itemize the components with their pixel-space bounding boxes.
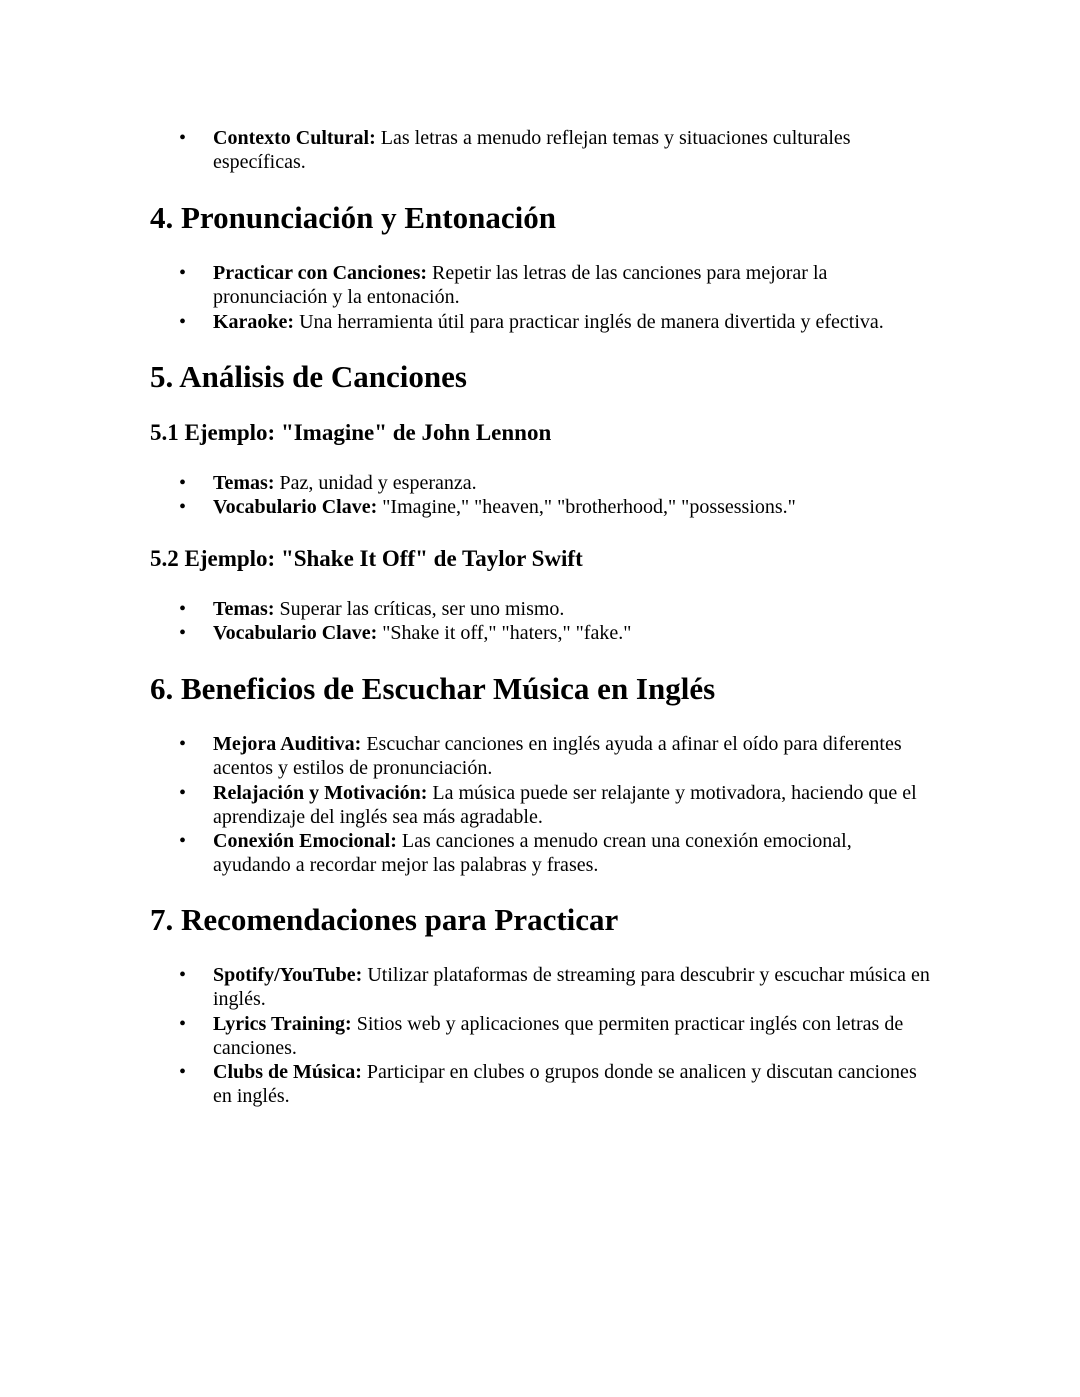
section-7-list	[0, 963, 1080, 1109]
section-7-heading: 7. Recomendaciones para Practicar	[150, 902, 619, 937]
bullet-icon: •	[179, 262, 187, 284]
list-item-text: Sitios web y aplicaciones que permiten practicar inglés con letras de canciones.	[213, 1012, 904, 1059]
list-item-text: La música puede ser relajante y motivadora, haciendo que el aprendizaje del inglés sea más agradable.	[213, 781, 917, 828]
bullet-icon: •	[179, 622, 187, 645]
section-4-list	[0, 261, 1080, 334]
list-item	[0, 495, 1080, 519]
list-item-label: Practicar con Canciones:	[213, 262, 428, 284]
list-item	[0, 1060, 1080, 1109]
bullet-icon: •	[179, 496, 187, 519]
list-item	[0, 621, 1080, 645]
bullet-icon: •	[179, 1012, 187, 1035]
list-item-text: Una herramienta útil para practicar inglés de manera divertida y efectiva.	[294, 310, 884, 333]
list-item-label: Karaoke:	[213, 310, 295, 333]
list-item	[0, 829, 1080, 878]
list-item-text: Utilizar plataformas de streaming para descubrir y escuchar música en inglés.	[213, 964, 930, 1011]
list-item-label: Temas:	[213, 472, 275, 494]
list-item-label: Temas:	[213, 598, 275, 620]
list-item-label: Vocabulario Clave:	[213, 496, 378, 519]
section-5-2-heading: 5.2 Ejemplo: "Shake It Off" de Taylor Swift	[150, 546, 583, 571]
section-5-1-heading: 5.1 Ejemplo: "Imagine" de John Lennon	[150, 420, 552, 445]
section-5-2-list	[0, 597, 1080, 646]
list-item-text: Escuchar canciones en inglés ayuda a afinar el oído para diferentes acentos y estilos de pronunciación.	[213, 733, 902, 780]
section-5-1-list	[0, 471, 1080, 520]
bullet-icon: •	[179, 598, 187, 620]
list-item-label: Mejora Auditiva:	[213, 733, 362, 755]
bullet-icon: •	[179, 733, 187, 755]
bullet-icon: •	[179, 781, 187, 804]
list-item	[0, 261, 1080, 310]
list-item	[0, 597, 1080, 621]
list-item	[0, 963, 1080, 1012]
bullet-icon: •	[179, 964, 187, 986]
list-item-label: Conexión Emocional:	[213, 830, 397, 853]
section-6-heading: 6. Beneficios de Escuchar Música en Inglés	[150, 671, 716, 706]
bullet-icon: •	[179, 310, 187, 333]
intro-list	[0, 126, 1080, 175]
list-item	[0, 781, 1080, 830]
list-item-label: Contexto Cultural:	[213, 127, 376, 149]
section-5-heading: 5. Análisis de Canciones	[150, 359, 467, 394]
list-item-label: Vocabulario Clave:	[213, 622, 378, 645]
list-item-text: Participar en clubes o grupos donde se analicen y discutan canciones en inglés.	[213, 1061, 917, 1108]
list-item-label: Spotify/YouTube:	[213, 964, 363, 986]
list-item	[0, 471, 1080, 495]
bullet-icon: •	[179, 830, 187, 853]
section-4-heading: 4. Pronunciación y Entonación	[150, 200, 556, 235]
list-item	[0, 1012, 1080, 1061]
list-item-text: Superar las críticas, ser uno mismo.	[274, 598, 565, 620]
list-item	[0, 310, 1080, 334]
list-item-label: Clubs de Música:	[213, 1061, 362, 1084]
list-item-text: "Imagine," "heaven," "brotherhood," "possessions."	[377, 496, 796, 519]
list-item-label: Relajación y Motivación:	[213, 781, 428, 804]
list-item-text: Las letras a menudo reflejan temas y situaciones culturales específicas.	[213, 127, 851, 174]
list-item-text: "Shake it off," "haters," "fake."	[377, 622, 632, 645]
bullet-icon: •	[179, 1061, 187, 1084]
list-item	[0, 732, 1080, 781]
list-item-text: Paz, unidad y esperanza.	[274, 472, 477, 494]
list-item-label: Lyrics Training:	[213, 1012, 352, 1035]
bullet-icon: •	[179, 127, 187, 149]
bullet-icon: •	[179, 472, 187, 494]
list-item-text: Las canciones a menudo crean una conexión emocional, ayudando a recordar mejor las palabras y frases.	[213, 830, 852, 877]
list-item	[0, 126, 1080, 175]
section-6-list	[0, 732, 1080, 878]
list-item-text: Repetir las letras de las canciones para mejorar la pronunciación y la entonación.	[213, 262, 828, 309]
